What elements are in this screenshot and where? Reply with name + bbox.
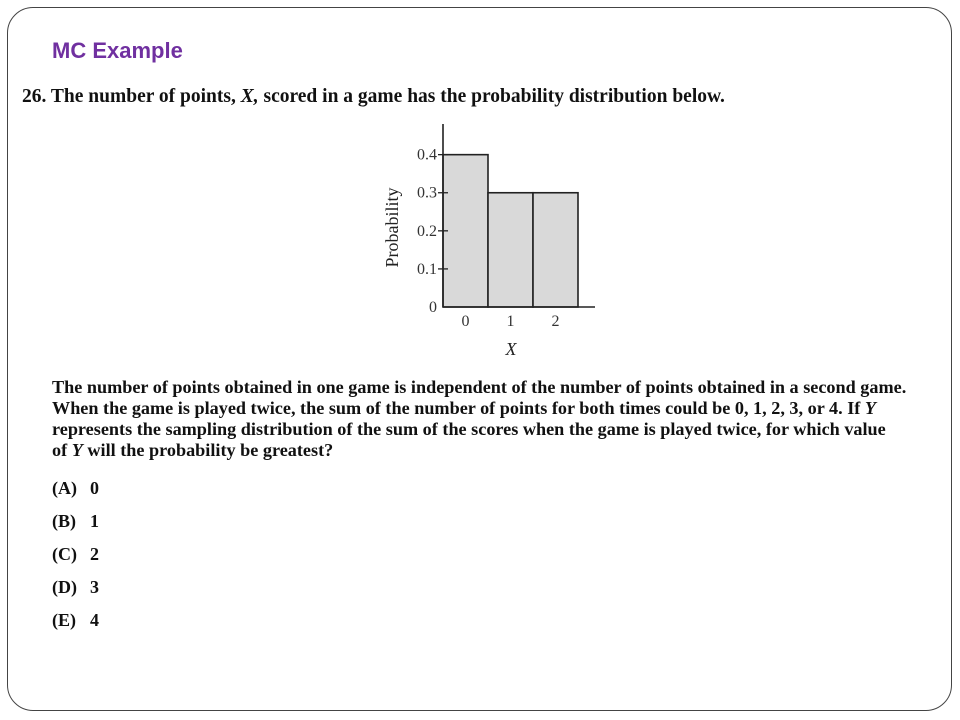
question-number: 26. — [22, 86, 47, 107]
choice-c — [52, 544, 99, 577]
y-tick-label-0: 0 — [429, 299, 437, 316]
probability-chart — [370, 120, 610, 370]
question-body — [52, 377, 942, 461]
bar-0 — [443, 155, 488, 307]
question-body-line — [52, 377, 942, 398]
body-text: will the probability be greatest? — [82, 440, 334, 460]
intro-text-1: The number of points, — [50, 86, 236, 107]
intro-text-2: scored in a game has the probability distribution below. — [263, 86, 725, 107]
choice-d — [52, 577, 99, 610]
bar-1 — [488, 193, 533, 307]
choice-e — [52, 610, 99, 643]
y-axis-label: Probability — [382, 187, 402, 268]
choice-b — [52, 511, 99, 544]
variable-y: Y — [864, 398, 877, 418]
choice-letter: (E) — [52, 610, 76, 630]
body-text: The number of points obtained in one game is independent of the number of points obtained in a second game. — [52, 377, 907, 397]
body-text: represents the sampling distribution of the sum of the scores when the game is played twice, for which value — [52, 419, 886, 439]
y-tick-label-0.2: 0.2 — [417, 222, 437, 240]
x-tick-label-0: 0 — [461, 313, 470, 330]
variable-y: Y — [71, 440, 83, 460]
choice-letter: (C) — [52, 544, 77, 564]
x-tick-label-2: 2 — [551, 313, 560, 330]
question-body-line — [52, 419, 942, 440]
slide-title: MC Example — [52, 38, 183, 63]
choice-value: 1 — [90, 511, 99, 531]
y-tick-label-0.3: 0.3 — [417, 184, 437, 202]
y-tick-label-0.4: 0.4 — [417, 146, 437, 164]
y-tick-label-0.1: 0.1 — [417, 260, 437, 278]
intro-variable: X, — [240, 86, 259, 107]
choice-value: 0 — [90, 478, 99, 498]
choice-value: 2 — [90, 544, 99, 564]
choice-value: 3 — [90, 577, 99, 597]
x-tick-label-1: 1 — [506, 313, 515, 330]
x-axis-label: X — [505, 339, 517, 359]
choice-a — [52, 478, 99, 511]
question-body-line — [52, 398, 942, 419]
bar-2 — [533, 193, 578, 307]
question-intro — [22, 86, 725, 108]
choice-letter: (A) — [52, 478, 77, 498]
answer-choices — [52, 478, 99, 643]
choice-value: 4 — [90, 610, 99, 630]
body-text: of — [52, 440, 72, 460]
question-body-line — [52, 440, 942, 461]
body-text: When the game is played twice, the sum of the number of points for both times could be 0, 1, 2, 3, or 4. If — [52, 398, 865, 418]
choice-letter: (D) — [52, 577, 77, 597]
choice-letter: (B) — [52, 511, 76, 531]
